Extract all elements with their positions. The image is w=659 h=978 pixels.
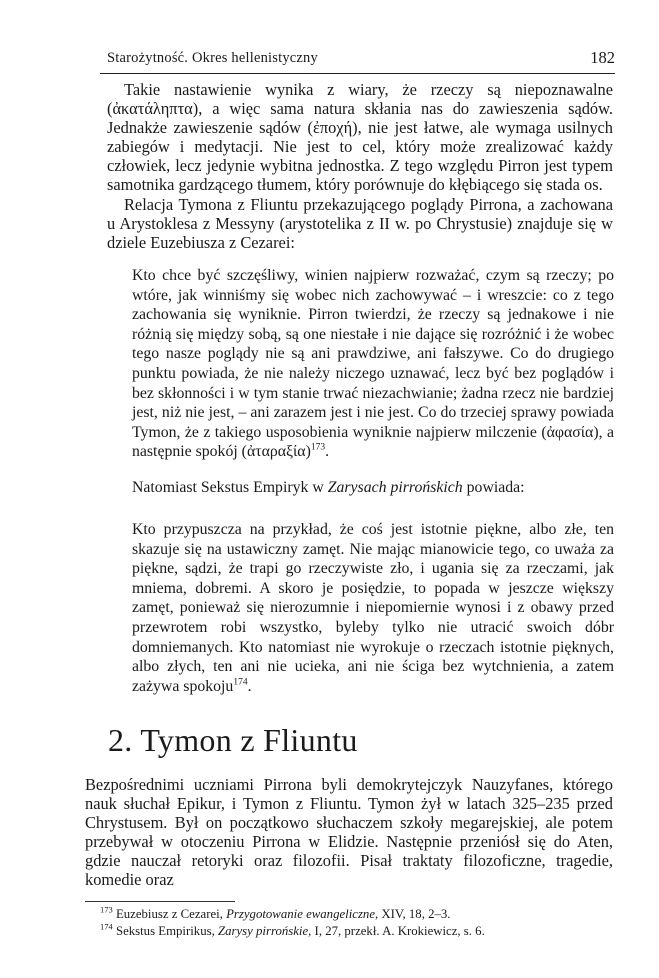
greek-term: ἀταραξία [246,443,306,461]
paragraph-3 [132,478,614,498]
text-span: ), a następnie spokój ( [132,423,614,461]
footnote-ref: 173 [310,443,326,454]
text-span: Euzebiusz z Cezarei, [112,907,227,921]
quote-text [132,266,614,462]
text-span: Sekstus Empirikus, [112,923,218,938]
section-heading: 2. Tymon z Fliuntu [108,722,358,758]
text-span: Natomiast Sekstus Empiryk w [132,479,328,496]
text-span: ), nie jest łatwe, ale wymaga usilnych zabiegów i medytacji. Nie jest to cel, który może zrealizować każdy człowiek, lecz jedynie wybitna jednostka. Z tego względu Pirron jest typem samotnika gardzącego tłumem, który porównuje do kłębiącego się stada os. [107,118,613,195]
page-number: 182 [590,48,615,67]
text-span: , I, 27, przekł. A. Krokiewicz, s. 6. [308,923,485,938]
greek-term: ἀφασία [546,423,594,441]
paragraph-2: Relacja Tymona z Fliuntu przekazującego poglądy Pirrona, a zachowana u Arystoklesa z Messyny (arystotelika z II w. po Chrystusie) znajduje się w dziele Euzebiusza z Cezarei: [107,194,613,252]
paragraph-timon [85,775,613,890]
greek-term: ἐποχή [312,118,353,138]
text-span: . [325,443,330,461]
footnote-rule [85,901,235,902]
text-span: . [247,677,252,695]
block-quote-timon [132,266,614,462]
paragraph-1 [107,80,613,195]
running-head [95,48,615,72]
work-title: Zarysach pirrońskich [327,479,463,496]
work-title: Zarysy pirrońskie [217,923,309,938]
text-span: Kto chce być szczęśliwy, winien najpierw rozważać, czym są rzeczy; po wtóre, jak winniśmy się wobec nich zachowywać – i wreszcie: co z tego zachowania się wyniknie. Pirron twierdzi, że rzeczy są jednakowe i nie różnią się między sobą, są one niestałe i nie dające się rozróżnić i że wobec tego nasze poglądy nie są ani prawdziwe, ani fałszywe. Co do drugiego punktu powiada, że nie należy niczego uznawać, lecz być bez poglądów i bez skłonności i w tym stanie trwać niezachwianie; żadna rzecz nie bardziej jest, niż nie jest, – ani zarazem jest i nie jest. Co do trzeciej sprawy powiada Tymon, że z takiego usposobienia wyniknie najpierw milczenie ( [132,267,614,441]
footnote [100,906,613,923]
footnote-number: 173 [100,904,113,915]
paragraph-sextus-intro [132,478,614,498]
footnotes [100,906,613,939]
text-span: Takie nastawienie wynika z wiary, że rzeczy są niepoznawalne ( [107,80,613,119]
footnote-ref: 174 [233,677,248,688]
block-quote-sextus [132,520,614,696]
paragraph-4: Bezpośrednimi uczniami Pirrona byli demokrytejczyk Nauzyfanes, którego nauk słuchał Epikur, i Tymon z Fliuntu. Tymon żył w latach 325–235 przed Chrystusem. Był on początkowo słuchaczem szkoły megarejskiej, ale potem przebywał w otoczeniu Pirrona w Elidzie. Następnie przeniósł się do Aten, gdzie nauczał retoryki oraz filozofii. Pisał traktaty filozoficzne, tragedie, komedie oraz [85,775,613,890]
header-rule [100,73,615,74]
text-span: Kto przypuszcza na przykład, że coś jest istotnie piękne, albo złe, ten skazuje się na ustawiczny zamęt. Nie mając mianowicie tego, co uważa za piękne, sądzi, że trapi go rzeczywiste zło, i ugania się za rzeczami, jak mniema, dobremi. A skoro je posiędzie, to popada w jeszcze większy zamęt, ponieważ się nierozumnie i niepomiernie wynosi i z obawy przed przewrotem robi wszystko, byleby tylko nie utracić swoich dóbr domniemanych. Kto natomiast nie wyrokuje o rzeczach istotnie pięknych, albo złych, ten ani nie ucieka, ani nie ściga bez wytchnienia, a zatem zażywa spokoju [132,521,614,695]
text-span: ) [305,443,311,461]
footnote-number: 174 [100,921,113,932]
footnote [100,923,613,940]
text-span: , XIV, 18, 2–3. [375,907,451,921]
text-span: ), a więc sama natura skłania nas do zawieszenia sądów. Jednakże zawieszenie sądów ( [107,99,613,138]
paragraph-skepticism [107,80,613,252]
greek-term: ἀκατάληπτα [112,99,193,119]
quote-text [132,520,614,696]
work-title: Przygotowanie ewangeliczne [226,907,376,921]
text-span: powiada: [462,479,525,496]
running-title: Starożytność. Okres hellenistyczny [107,50,318,66]
